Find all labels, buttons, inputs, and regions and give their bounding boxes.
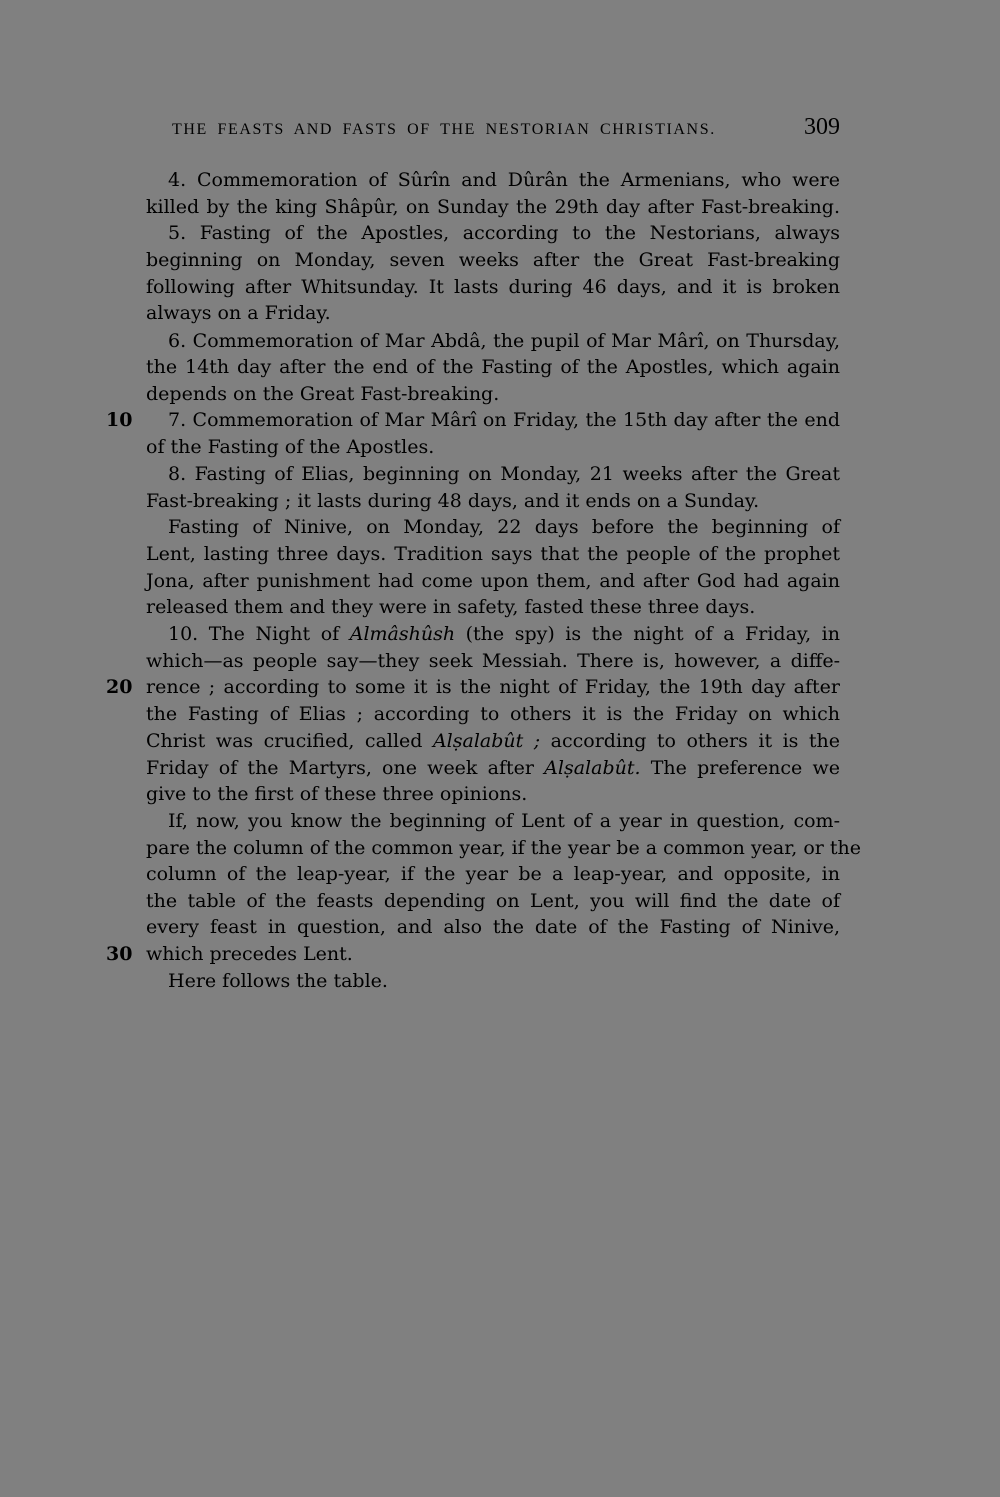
- text-line: [168, 621, 840, 648]
- page-header: [172, 114, 840, 146]
- text-line: 5. Fasting of the Apostles, according to the Nestorians, always: [168, 222, 840, 244]
- text-run: 10. The Night of: [168, 623, 350, 645]
- text-line: give to the first of these three opinions.: [146, 783, 528, 805]
- text-line: following after Whitsunday. It lasts during 46 days, and it is broken: [146, 276, 840, 298]
- text-line: killed by the king Shâpûr, on Sunday the 29th day after Fast-breaking.: [146, 196, 840, 218]
- text-line: always on a Friday.: [146, 302, 331, 324]
- text-line: pare the column of the common year, if the year be a common year, or the: [146, 837, 862, 859]
- text-run: Christ was crucified, called: [146, 730, 433, 752]
- italic-term: Alṣalabût ;: [432, 730, 541, 752]
- text-line: Lent, lasting three days. Tradition says that the people of the prophet: [146, 543, 840, 565]
- text-line: beginning on Monday, seven weeks after the Great Fast-breaking: [146, 249, 840, 271]
- italic-term: Alṣalabût.: [544, 757, 641, 779]
- text-line: rence ; according to some it is the night of Friday, the 19th day after: [146, 676, 840, 698]
- text-line: [146, 755, 840, 782]
- text-line: 6. Commemoration of Mar Abdâ, the pupil of Mar Mârî, on Thursday,: [168, 330, 840, 352]
- page-number: 309: [804, 114, 840, 140]
- text-line: of the Fasting of the Apostles.: [146, 436, 435, 458]
- italic-term: Almâshûsh: [349, 623, 456, 645]
- text-line: 7. Commemoration of Mar Mârî on Friday, the 15th day after the end: [168, 409, 840, 431]
- text-line: the 14th day after the end of the Fasting of the Apostles, which again: [146, 356, 840, 378]
- text-run: The preference we: [640, 757, 841, 779]
- text-line: the Fasting of Elias ; according to others it is the Friday on which: [146, 703, 840, 725]
- text-line: Fast-breaking ; it lasts during 48 days, and it ends on a Sunday.: [146, 490, 760, 512]
- text-line: the table of the feasts depending on Lent, you will find the date of: [146, 890, 840, 912]
- text-line: Fasting of Ninive, on Monday, 22 days before the beginning of: [168, 516, 840, 538]
- text-line: released them and they were in safety, fasted these three days.: [146, 596, 756, 618]
- line-number-30: 30: [106, 943, 133, 965]
- line-number-10: 10: [106, 409, 133, 431]
- text-line: column of the leap-year, if the year be a leap-year, and opposite, in: [146, 863, 840, 885]
- text-line: which—as people say—they seek Messiah. There is, however, a diffe-: [146, 650, 840, 672]
- text-line: 4. Commemoration of Sûrîn and Dûrân the Armenians, who were: [168, 169, 840, 191]
- text-run: Friday of the Martyrs, one week after: [146, 757, 545, 779]
- text-run: (the spy) is the night of a Friday, in: [455, 623, 840, 645]
- running-head: THE FEASTS AND FASTS OF THE NESTORIAN CHRISTIANS.: [172, 121, 716, 138]
- text-line: 8. Fasting of Elias, beginning on Monday, 21 weeks after the Great: [168, 463, 840, 485]
- text-line: If, now, you know the beginning of Lent of a year in question, com-: [168, 810, 840, 832]
- text-line: Jona, after punishment had come upon them, and after God had again: [146, 570, 840, 592]
- text-line: depends on the Great Fast-breaking.: [146, 383, 500, 405]
- text-line: every feast in question, and also the date of the Fasting of Ninive,: [146, 916, 840, 938]
- line-number-20: 20: [106, 676, 133, 698]
- text-run: according to others it is the: [540, 730, 840, 752]
- text-line: [146, 728, 840, 755]
- text-line: Here follows the table.: [168, 970, 388, 992]
- text-line: which precedes Lent.: [146, 943, 353, 965]
